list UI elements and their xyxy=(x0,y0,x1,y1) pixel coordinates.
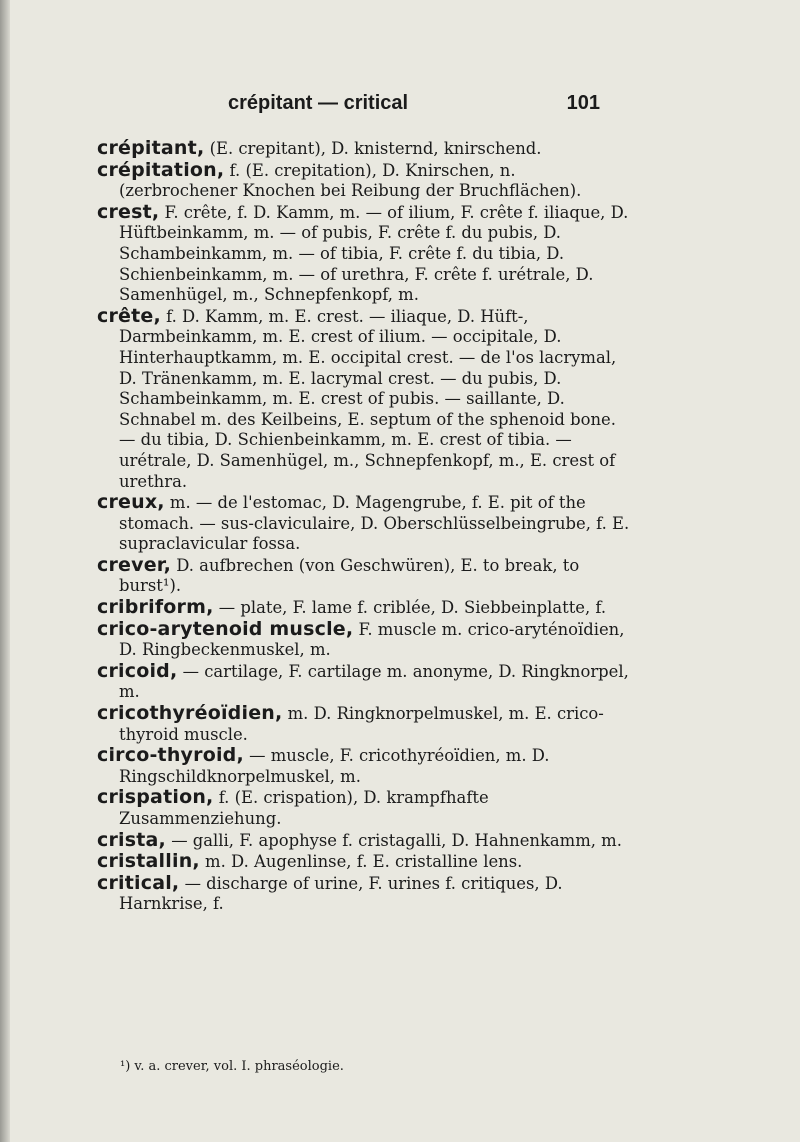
headword: crête, xyxy=(97,304,161,327)
headword: cribriform, xyxy=(97,596,214,619)
entry xyxy=(97,703,632,745)
headword: crico-arytenoid muscle, xyxy=(97,617,354,640)
page-number: 101 xyxy=(566,92,600,114)
entry xyxy=(97,851,632,873)
headword: crispation, xyxy=(97,786,214,809)
entry xyxy=(97,830,632,852)
entry xyxy=(97,492,632,555)
headword: crest, xyxy=(97,200,160,223)
headword: creux, xyxy=(97,491,165,514)
entry-text: — galli, F. apophyse f. cristagalli, D. Hahnenkamm, m. xyxy=(165,830,622,850)
entry-text: — cartilage, F. cartilage m. anonyme, D. Ringknorpel, m. xyxy=(119,661,629,702)
entry-text: m. D. Ringknorpelmuskel, m. E. crico-thyroid muscle. xyxy=(119,704,604,744)
headword: cricoid, xyxy=(97,659,178,682)
entry xyxy=(97,661,632,703)
entry xyxy=(97,597,632,619)
entry-text: (E. crepitant), D. knisternd, knirschend. xyxy=(204,139,542,158)
headword: crépitant, xyxy=(97,137,205,159)
entry-text: — muscle, F. cricothyréoïdien, m. D. Ringschildknorpelmuskel, m. xyxy=(119,746,550,786)
entry xyxy=(97,745,632,787)
entry xyxy=(97,306,632,492)
entry-text: f. (E. crepitation), D. Knirschen, n. (zerbrochener Knochen bei Reibung der Bruchflächen). xyxy=(119,160,582,201)
page-edge xyxy=(0,0,10,1142)
entry xyxy=(97,160,632,202)
entry-text: f. D. Kamm, m. E. crest. — iliaque, D. Hüft-, Darmbeinkamm, m. E. crest of ilium. — occipitale, D. Hinterhauptkamm, m. E. occipital crest. — de l'os lacrymal, D. Tränenkamm, m. E. lacrymal crest. — du pubis, D. Schambeinkamm, m. E. crest of pubis. — saillante, D. Schnabel m. des Keilbeins, E. septum of the sphenoid bone. — du tibia, D. Schienbeinkamm, m. E. crest of tibia. — urétrale, D. Samenhügel, m., Schnepfenkopf, m., E. crest of urethra. xyxy=(119,306,617,491)
entry-text: — plate, F. lame f. criblée, D. Siebbeinplatte, f. xyxy=(213,598,607,618)
dictionary-entries xyxy=(97,138,632,915)
footnote: ¹) v. a. crever, vol. I. phraséologie. xyxy=(120,1059,344,1074)
entry xyxy=(97,787,632,829)
entry xyxy=(97,202,632,306)
entry-text: F. crête, f. D. Kamm, m. — of ilium, F. crête f. iliaque, D. Hüftbeinkamm, m. — of pubis, F. crête f. du pubis, D. Schambeinkamm, m. — of tibia, F. crête f. du tibia, D. Schienbeinkamm, m. — of urethra, F. crête f. urétrale, D. Samenhügel, m., Schnepfenkopf, m. xyxy=(119,202,629,305)
headword: cricothyréoïdien, xyxy=(97,702,283,725)
entry xyxy=(97,873,632,915)
entry-text: D. aufbrechen (von Geschwüren), E. to break, to burst¹). xyxy=(119,555,580,596)
entry xyxy=(97,555,632,597)
entry xyxy=(97,138,632,160)
headword: cristallin, xyxy=(97,850,200,873)
entry-text: m. — de l'estomac, D. Magengrube, f. E. pit of the stomach. — sus-claviculaire, D. Oberschlüsselbeingrube, f. E. supraclavicular fossa. xyxy=(119,493,630,554)
entry-text: — discharge of urine, F. urines f. critiques, D. Harnkrise, f. xyxy=(119,873,563,914)
headword: critical, xyxy=(97,871,180,894)
headword: crépitation, xyxy=(97,158,225,181)
headword: crista, xyxy=(97,828,166,851)
entry-text: F. muscle m. crico-aryténoïdien, D. Ringbeckenmuskel, m. xyxy=(119,619,625,660)
headword: crever, xyxy=(97,553,171,576)
entry-text: m. D. Augenlinse, f. E. cristalline lens. xyxy=(199,852,523,872)
entry-text: f. (E. crispation), D. krampfhafte Zusammenziehung. xyxy=(119,788,489,828)
header-title: crépitant — critical xyxy=(228,92,409,114)
entry xyxy=(97,619,632,661)
headword: circo-thyroid, xyxy=(97,744,244,767)
running-header xyxy=(228,92,600,122)
